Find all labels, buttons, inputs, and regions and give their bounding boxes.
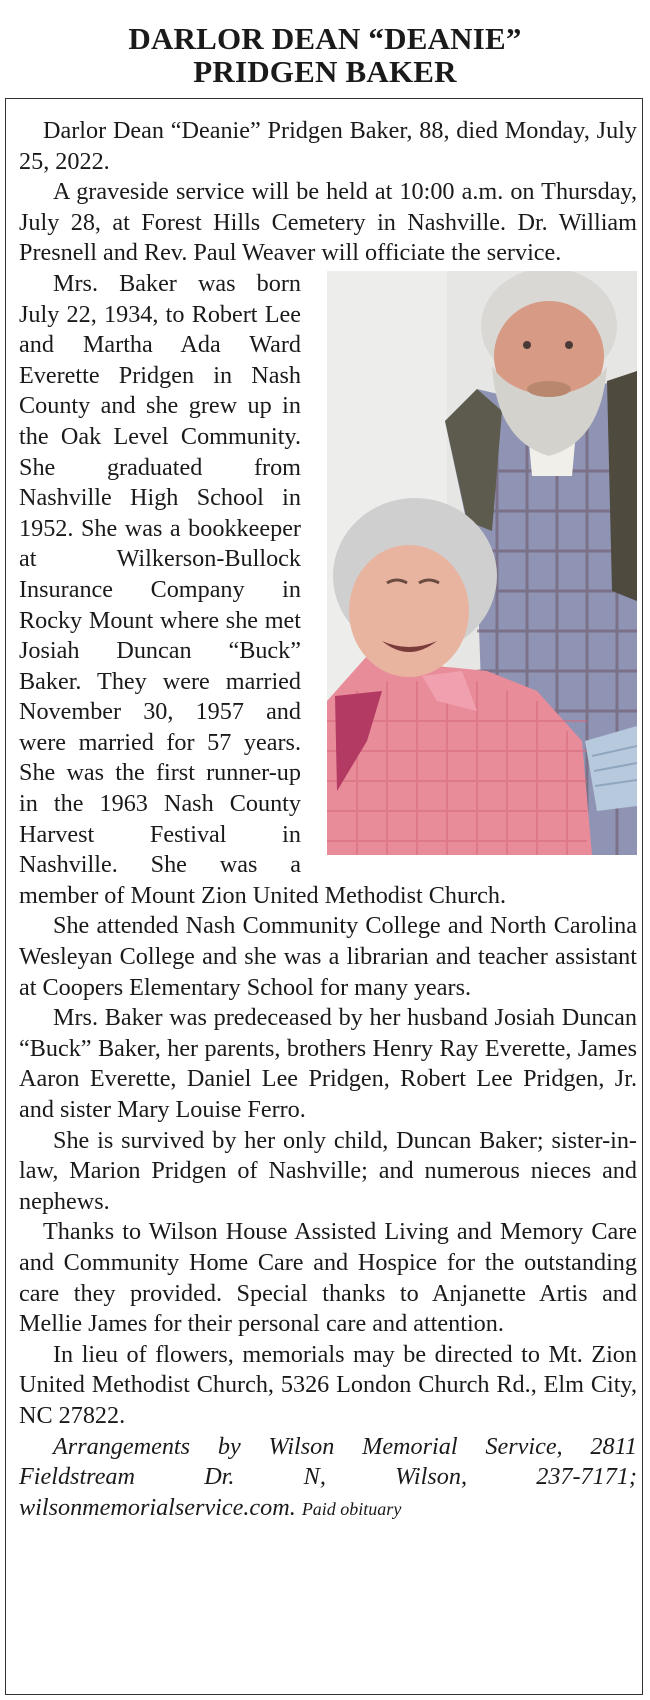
paragraph-education: She attended Nash Community College and North Carolina Wesleyan College and she was a librarian and teacher assistant at Coopers Elementary School for many years. xyxy=(19,912,637,1001)
paragraph-memorials: In lieu of flowers, memorials may be directed to Mt. Zion United Methodist Church, 5326 London Church Rd., Elm City, NC 27822. xyxy=(19,1340,637,1429)
paragraph-survivors: She is survived by her only child, Duncan Baker; sister-in-law, Marion Pridgen of Nashville; and numerous nieces and nephews. xyxy=(19,1126,637,1215)
paragraph-arrangements xyxy=(19,1432,637,1525)
paid-obituary-note: Paid obituary xyxy=(301,1498,402,1519)
obituary-title xyxy=(0,22,650,88)
paragraph-predeceased: Mrs. Baker was predeceased by her husband Josiah Duncan “Buck” Baker, her parents, brothers Henry Ray Everette, James Aaron Everette, Daniel Lee Pridgen, Robert Lee Pridgen, Jr. and sister Mary Louise Ferro. xyxy=(19,1004,637,1123)
photo-icon xyxy=(327,271,637,855)
paragraph-service: A graveside service will be held at 10:00 a.m. on Thursday, July 28, at Forest Hills Cemetery in Nashville. Dr. William Presnell and Rev. Paul Weaver will officiate the service. xyxy=(19,178,637,267)
portrait-photo xyxy=(327,271,637,855)
title-line-1: DARLOR DEAN “DEANIE” xyxy=(128,21,522,56)
title-line-2: PRIDGEN BAKER xyxy=(193,54,457,89)
arrangements-text: Arrangements by Wilson Memorial Service, 2811 Fieldstream Dr. N, Wilson, 237-7171; wilsonmemorialservice.com. xyxy=(19,1432,637,1521)
obituary-body xyxy=(19,116,637,1524)
paragraph-biography: Mrs. Baker was born July 22, 1934, to Robert Lee and Martha Ada Ward Everette Pridgen in Nash County and she grew up in the Oak Level Community. She graduated from Nashville High School in 1952. She was a bookkeeper at Wilkerson-Bullock Insurance Company in Rocky Mount where she met Josiah Duncan “Buck” Baker. They were married November 30, 1957 and were married for 57 years. She was the first runner-up in the 1963 Nash County Harvest Festival in Nashville. She was a member of Mount Zion United Methodist Church. xyxy=(19,269,507,909)
paragraph-thanks: Thanks to Wilson House Assisted Living and Memory Care and Community Home Care and Hospice for the outstanding care they provided. Special thanks to Anjanette Artis and Mellie James for their personal care and attention. xyxy=(19,1218,637,1338)
paragraph-death-notice: Darlor Dean “Deanie” Pridgen Baker, 88, died Monday, July 25, 2022. xyxy=(19,117,637,175)
